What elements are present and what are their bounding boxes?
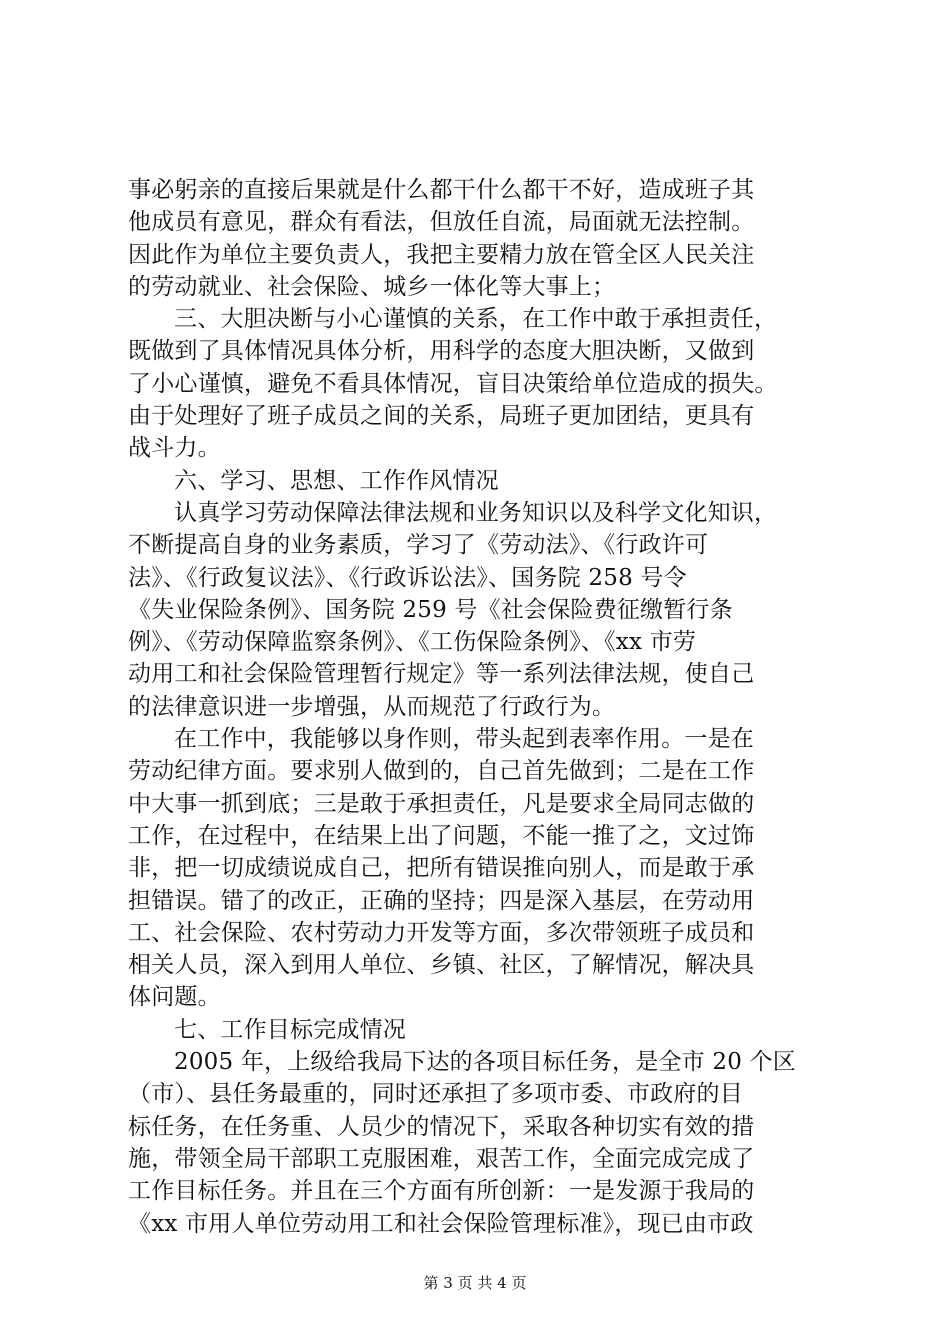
text-line: 法》、《行政复议法》、《行政诉讼法》、国务院 258 号令 [128, 564, 687, 591]
text-line: 2005 年，上级给我局下达的各项目标任务，是全市 20 个区 [174, 1049, 796, 1076]
text-line: 工、社会保险、农村劳动力开发等方面，多次带领班子成员和 [128, 919, 755, 946]
text-line: 劳动纪律方面。要求别人做到的，自己首先做到；二是在工作 [128, 758, 755, 785]
text-line: 因此作为单位主要负责人，我把主要精力放在管全区人民关注 [128, 241, 755, 268]
text-line: 《失业保险条例》、国务院 259 号《社会保险费征缴暂行条 [128, 596, 733, 623]
text-line: 的劳动就业、社会保险、城乡一体化等大事上； [128, 273, 616, 300]
text-line: 工作，在过程中，在结果上出了问题，不能一推了之，文过饰 [128, 822, 755, 849]
text-line: （市）、县任务最重的，同时还承担了多项市委、市政府的目 [128, 1081, 743, 1108]
text-line: 《xx 市用人单位劳动用工和社会保险管理标准》，现已由市政 [128, 1210, 754, 1237]
text-line: 体问题。 [128, 984, 221, 1011]
page-footer: 第 3 页 共 4 页 [423, 1274, 527, 1292]
text-line: 战斗力。 [128, 435, 221, 462]
text-line: 动用工和社会保险管理暂行规定》等一系列法律法规，使自己 [128, 661, 755, 688]
text-line: 中大事一抓到底；三是敢于承担责任，凡是要求全局同志做的 [128, 790, 755, 817]
text-line: 六、学习、思想、工作作风情况 [174, 467, 499, 494]
text-line: 了小心谨慎，避免不看具体情况，盲目决策给单位造成的损失。 [128, 370, 778, 397]
text-line: 施，带领全局干部职工克服困难，艰苦工作，全面完成完成了 [128, 1145, 755, 1172]
text-line: 例》、《劳动保障监察条例》、《工伤保险条例》、《xx 市劳 [128, 629, 697, 656]
text-line: 由于处理好了班子成员之间的关系，局班子更加团结，更具有 [128, 403, 755, 430]
text-line: 的法律意识进一步增强，从而规范了行政行为。 [128, 693, 616, 720]
text-line: 三、大胆决断与小心谨慎的关系，在工作中敢于承担责任， [174, 306, 778, 333]
text-line: 担错误。错了的改正，正确的坚持；四是深入基层，在劳动用 [128, 887, 755, 914]
text-line: 标任务，在任务重、人员少的情况下，采取各种切实有效的措 [128, 1113, 755, 1140]
document-body [128, 174, 858, 1240]
text-line: 他成员有意见，群众有看法，但放任自流，局面就无法控制。 [128, 209, 755, 236]
text-line: 七、工作目标完成情况 [174, 1016, 406, 1043]
text-line: 相关人员，深入到用人单位、乡镇、社区，了解情况，解决具 [128, 952, 755, 979]
text-line: 工作目标任务。并且在三个方面有所创新：一是发源于我局的 [128, 1178, 755, 1205]
text-line: 在工作中，我能够以身作则，带头起到表率作用。一是在 [174, 726, 754, 753]
text-line: 事必躬亲的直接后果就是什么都干什么都干不好，造成班子其 [128, 177, 755, 203]
text-line: 认真学习劳动保障法律法规和业务知识以及科学文化知识， [174, 499, 778, 526]
text-line: 不断提高自身的业务素质，学习了《劳动法》、《行政许可 [128, 532, 709, 559]
text-line: 非，把一切成绩说成自己，把所有错误推向别人，而是敢于承 [128, 855, 755, 882]
text-line: 既做到了具体情况具体分析，用科学的态度大胆决断，又做到 [128, 338, 755, 365]
